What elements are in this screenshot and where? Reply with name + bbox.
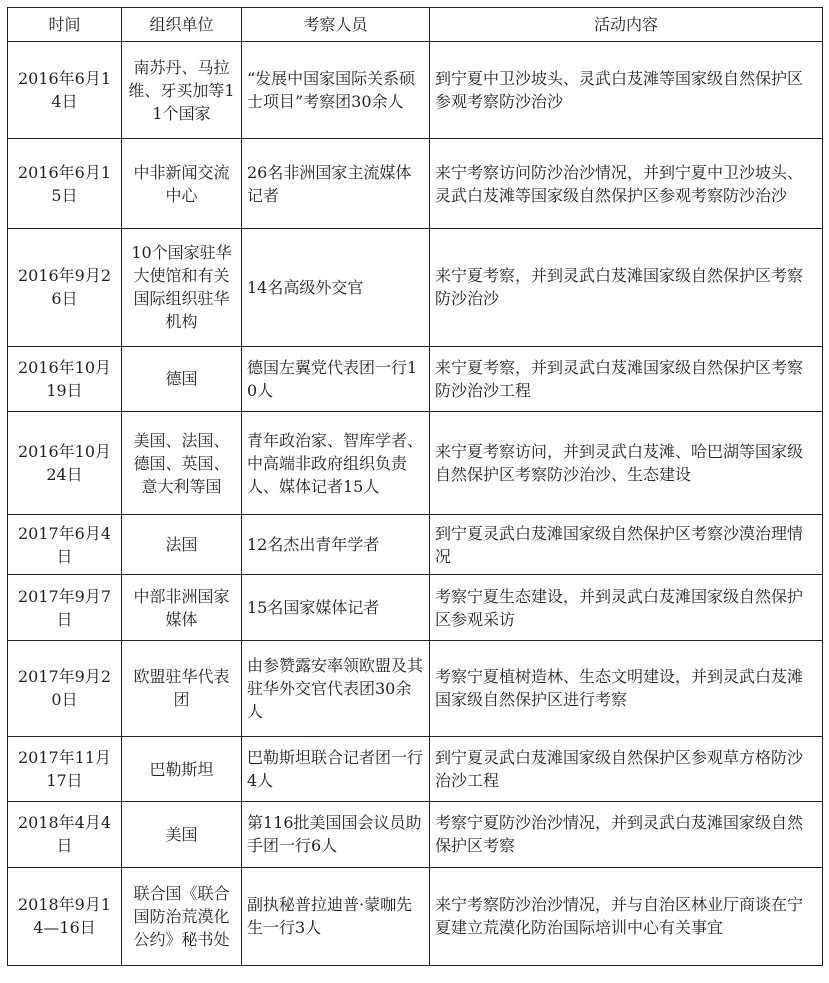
organization-cell: 德国 bbox=[122, 346, 242, 411]
activity-cell: 来宁考察防沙治沙情况，并与自治区林业厅商谈在宁夏建立荒漠化防治国际培训中心有关事宜 bbox=[430, 867, 823, 966]
inspectors-cell: 26名非洲国家主流媒体记者 bbox=[242, 139, 430, 229]
organization-cell: 美国、法国、德国、英国、意大利等国 bbox=[122, 411, 242, 515]
header-inspectors: 考察人员 bbox=[242, 8, 430, 42]
inspectors-cell: 德国左翼党代表团一行10人 bbox=[242, 346, 430, 411]
activity-cell: 考察宁夏生态建设，并到灵武白芨滩国家级自然保护区参观采访 bbox=[430, 575, 823, 640]
inspectors-cell: 副执秘普拉迪普·蒙咖先生一行3人 bbox=[242, 867, 430, 966]
time-cell: 2018年4月4日 bbox=[8, 802, 122, 867]
organization-cell: 联合国《联合国防治荒漠化公约》秘书处 bbox=[122, 867, 242, 966]
activity-cell: 到宁夏灵武白芨滩国家级自然保护区参观草方格防沙治沙工程 bbox=[430, 737, 823, 802]
table-row bbox=[8, 515, 823, 575]
table-row bbox=[8, 575, 823, 640]
table-row bbox=[8, 346, 823, 411]
inspectors-cell: 巴勒斯坦联合记者团一行4人 bbox=[242, 737, 430, 802]
inspectors-cell: 由参赞露安率领欧盟及其驻华外交官代表团30余人 bbox=[242, 640, 430, 736]
table-row bbox=[8, 737, 823, 802]
time-cell: 2016年10月19日 bbox=[8, 346, 122, 411]
table-row bbox=[8, 229, 823, 346]
inspectors-cell: 青年政治家、智库学者、中高端非政府组织负责人、媒体记者15人 bbox=[242, 411, 430, 515]
activity-cell: 来宁夏考察访问，并到灵武白芨滩、哈巴湖等国家级自然保护区考察防沙治沙、生态建设 bbox=[430, 411, 823, 515]
activity-cell: 考察宁夏植树造林、生态文明建设，并到灵武白芨滩国家级自然保护区进行考察 bbox=[430, 640, 823, 736]
time-cell: 2017年9月20日 bbox=[8, 640, 122, 736]
header-time: 时间 bbox=[8, 8, 122, 42]
time-cell: 2016年10月24日 bbox=[8, 411, 122, 515]
activity-cell: 来宁夏考察，并到灵武白芨滩国家级自然保护区考察防沙治沙工程 bbox=[430, 346, 823, 411]
table-row bbox=[8, 139, 823, 229]
table-row bbox=[8, 42, 823, 139]
activity-cell: 来宁考察访问防沙治沙情况，并到宁夏中卫沙坡头、灵武白芨滩等国家级自然保护区参观考察防沙治沙 bbox=[430, 139, 823, 229]
activity-cell: 到宁夏灵武白芨滩国家级自然保护区考察沙漠治理情况 bbox=[430, 515, 823, 575]
activity-table bbox=[7, 7, 823, 966]
inspectors-cell: 15名国家媒体记者 bbox=[242, 575, 430, 640]
table-body bbox=[8, 42, 823, 966]
organization-cell: 欧盟驻华代表团 bbox=[122, 640, 242, 736]
inspectors-cell: 12名杰出青年学者 bbox=[242, 515, 430, 575]
time-cell: 2016年6月15日 bbox=[8, 139, 122, 229]
organization-cell: 美国 bbox=[122, 802, 242, 867]
table-row bbox=[8, 802, 823, 867]
time-cell: 2016年6月14日 bbox=[8, 42, 122, 139]
table-row bbox=[8, 411, 823, 515]
organization-cell: 南苏丹、马拉维、牙买加等11个国家 bbox=[122, 42, 242, 139]
table-row bbox=[8, 867, 823, 966]
header-organization: 组织单位 bbox=[122, 8, 242, 42]
header-activity: 活动内容 bbox=[430, 8, 823, 42]
time-cell: 2017年11月17日 bbox=[8, 737, 122, 802]
organization-cell: 中部非洲国家媒体 bbox=[122, 575, 242, 640]
organization-cell: 法国 bbox=[122, 515, 242, 575]
activity-cell: 考察宁夏防沙治沙情况，并到灵武白芨滩国家级自然保护区考察 bbox=[430, 802, 823, 867]
time-cell: 2018年9月14—16日 bbox=[8, 867, 122, 966]
organization-cell: 10个国家驻华大使馆和有关国际组织驻华机构 bbox=[122, 229, 242, 346]
inspectors-cell: “发展中国家国际关系硕士项目”考察团30余人 bbox=[242, 42, 430, 139]
inspectors-cell: 14名高级外交官 bbox=[242, 229, 430, 346]
header-row bbox=[8, 8, 823, 42]
organization-cell: 中非新闻交流中心 bbox=[122, 139, 242, 229]
time-cell: 2017年6月4日 bbox=[8, 515, 122, 575]
inspectors-cell: 第116批美国国会议员助手团一行6人 bbox=[242, 802, 430, 867]
time-cell: 2017年9月7日 bbox=[8, 575, 122, 640]
organization-cell: 巴勒斯坦 bbox=[122, 737, 242, 802]
activity-cell: 到宁夏中卫沙坡头、灵武白芨滩等国家级自然保护区参观考察防沙治沙 bbox=[430, 42, 823, 139]
table-row bbox=[8, 640, 823, 736]
time-cell: 2016年9月26日 bbox=[8, 229, 122, 346]
activity-cell: 来宁夏考察，并到灵武白芨滩国家级自然保护区考察防沙治沙 bbox=[430, 229, 823, 346]
